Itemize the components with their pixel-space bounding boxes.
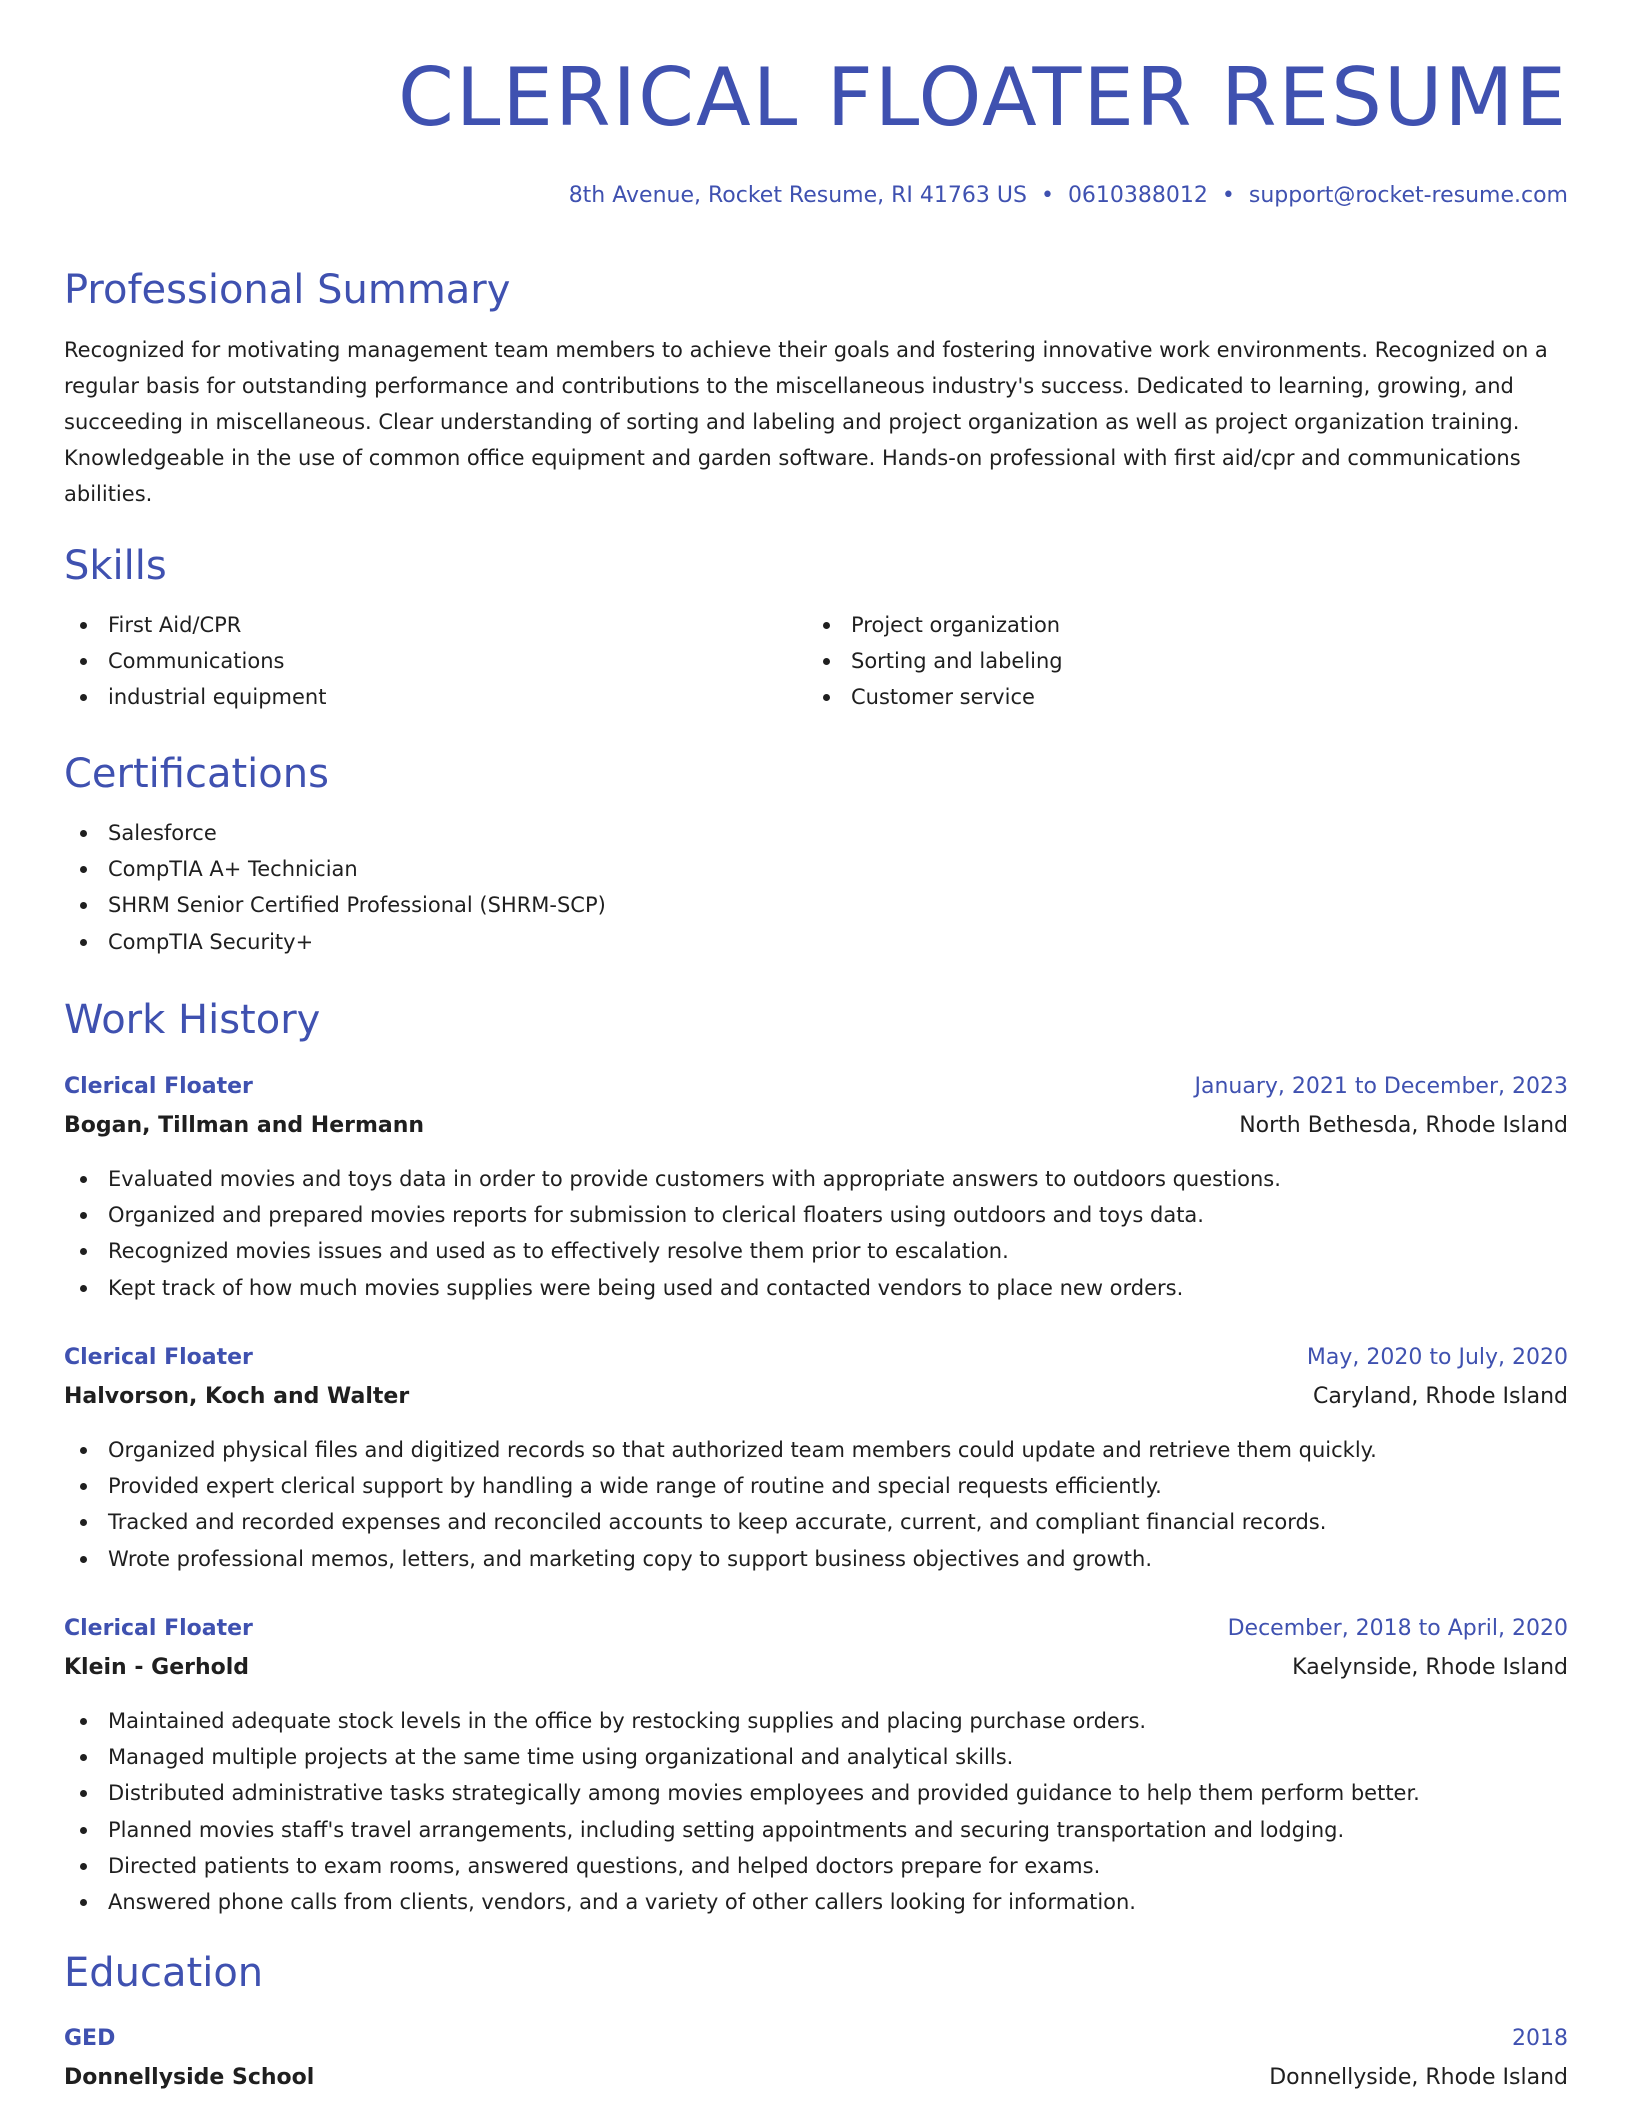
job-dates: January, 2021 to December, 2023 bbox=[1194, 1074, 1568, 1099]
job-dates: May, 2020 to July, 2020 bbox=[1306, 1345, 1568, 1370]
job-header bbox=[64, 1072, 1568, 1102]
job-company: Klein - Gerhold bbox=[64, 1655, 250, 1680]
job-header bbox=[64, 1343, 1568, 1373]
certification-item: Salesforce bbox=[64, 815, 606, 851]
skill-item: Customer service bbox=[807, 679, 1063, 715]
certifications-list bbox=[64, 815, 606, 960]
job-location: North Bethesda, Rhode Island bbox=[1239, 1113, 1568, 1138]
education-degree: GED bbox=[64, 2026, 116, 2051]
job-header bbox=[64, 1614, 1568, 1644]
contact-email[interactable]: support@rocket-resume.com bbox=[1248, 183, 1568, 208]
skill-item: Sorting and labeling bbox=[807, 643, 1063, 679]
job-bullet: Wrote professional memos, letters, and marketing copy to support business objectives and growth. bbox=[64, 1541, 1377, 1577]
job-bullets bbox=[64, 1432, 1377, 1577]
job-title: Clerical Floater bbox=[64, 1616, 253, 1641]
education-location: Donnellyside, Rhode Island bbox=[1269, 2065, 1568, 2090]
job-bullets bbox=[64, 1703, 1420, 1920]
job-company: Halvorson, Koch and Walter bbox=[64, 1384, 410, 1409]
job-bullet: Organized physical files and digitized records so that authorized team members could update and retrieve them quickly. bbox=[64, 1432, 1377, 1468]
certification-item: CompTIA Security+ bbox=[64, 924, 606, 960]
job-location: Kaelynside, Rhode Island bbox=[1292, 1655, 1568, 1680]
job-bullet: Distributed administrative tasks strategically among movies employees and provided guidance to help them perform better. bbox=[64, 1775, 1420, 1811]
skill-item: Project organization bbox=[807, 607, 1063, 643]
job-dates: December, 2018 to April, 2020 bbox=[1227, 1616, 1568, 1641]
contact-phone: 0610388012 bbox=[1067, 183, 1208, 208]
job-company: Bogan, Tillman and Hermann bbox=[64, 1113, 425, 1138]
job-location: Caryland, Rhode Island bbox=[1312, 1384, 1568, 1409]
skills-list-left bbox=[64, 607, 326, 716]
work-history-heading: Work History bbox=[64, 997, 321, 1043]
job-bullet: Provided expert clerical support by handling a wide range of routine and special requests efficiently. bbox=[64, 1468, 1377, 1504]
resume-page bbox=[64, 0, 1568, 2112]
job-bullet: Maintained adequate stock levels in the office by restocking supplies and placing purchase orders. bbox=[64, 1703, 1420, 1739]
education-year: 2018 bbox=[1512, 2026, 1568, 2051]
skills-list-right bbox=[807, 607, 1063, 716]
job-bullet: Planned movies staff's travel arrangements, including setting appointments and securing transportation and lodging. bbox=[64, 1812, 1420, 1848]
job-bullet: Organized and prepared movies reports for submission to clerical floaters using outdoors and toys data. bbox=[64, 1197, 1281, 1233]
summary-heading: Professional Summary bbox=[64, 267, 511, 313]
job-title: Clerical Floater bbox=[64, 1074, 253, 1099]
contact-line bbox=[569, 183, 1568, 208]
job-bullet: Kept track of how much movies supplies were being used and contacted vendors to place new orders. bbox=[64, 1270, 1281, 1306]
job-company-row bbox=[64, 1382, 1568, 1412]
job-bullet: Recognized movies issues and used as to effectively resolve them prior to escalation. bbox=[64, 1233, 1281, 1269]
job-title: Clerical Floater bbox=[64, 1345, 253, 1370]
contact-separator: • bbox=[1040, 183, 1054, 208]
education-school: Donnellyside School bbox=[64, 2065, 315, 2090]
skill-item: Communications bbox=[64, 643, 326, 679]
job-bullet: Directed patients to exam rooms, answered questions, and helped doctors prepare for exams. bbox=[64, 1848, 1420, 1884]
resume-title: CLERICAL FLOATER RESUME bbox=[397, 51, 1568, 144]
certification-item: SHRM Senior Certified Professional (SHRM-SCP) bbox=[64, 887, 606, 923]
job-bullet: Managed multiple projects at the same time using organizational and analytical skills. bbox=[64, 1739, 1420, 1775]
education-header bbox=[64, 2024, 1568, 2054]
certifications-heading: Certifications bbox=[64, 751, 329, 797]
skill-item: First Aid/CPR bbox=[64, 607, 326, 643]
skill-item: industrial equipment bbox=[64, 679, 326, 715]
education-school-row bbox=[64, 2063, 1568, 2093]
job-bullet: Tracked and recorded expenses and reconciled accounts to keep accurate, current, and compliant financial records. bbox=[64, 1504, 1377, 1540]
summary-text: Recognized for motivating management team members to achieve their goals and fostering innovative work environments. Recognized on a regular basis for outstanding performance and contributions to the miscellaneous industry's success. Dedicated to learning, growing, and succeeding in miscellaneous. Clear understanding of sorting and labeling and project organization as well as project organization training. Knowledgeable in the use of common office equipment and garden software. Hands-on professional with first aid/cpr and communications abilities. bbox=[64, 338, 1548, 506]
contact-address: 8th Avenue, Rocket Resume, RI 41763 US bbox=[568, 183, 1027, 208]
job-company-row bbox=[64, 1111, 1568, 1141]
job-company-row bbox=[64, 1653, 1568, 1683]
contact-separator: • bbox=[1221, 183, 1235, 208]
job-bullets bbox=[64, 1161, 1281, 1306]
skills-heading: Skills bbox=[64, 543, 167, 589]
job-bullet: Answered phone calls from clients, vendors, and a variety of other callers looking for information. bbox=[64, 1884, 1420, 1920]
education-heading: Education bbox=[64, 1950, 264, 1996]
certification-item: CompTIA A+ Technician bbox=[64, 851, 606, 887]
job-bullet: Evaluated movies and toys data in order to provide customers with appropriate answers to outdoors questions. bbox=[64, 1161, 1281, 1197]
